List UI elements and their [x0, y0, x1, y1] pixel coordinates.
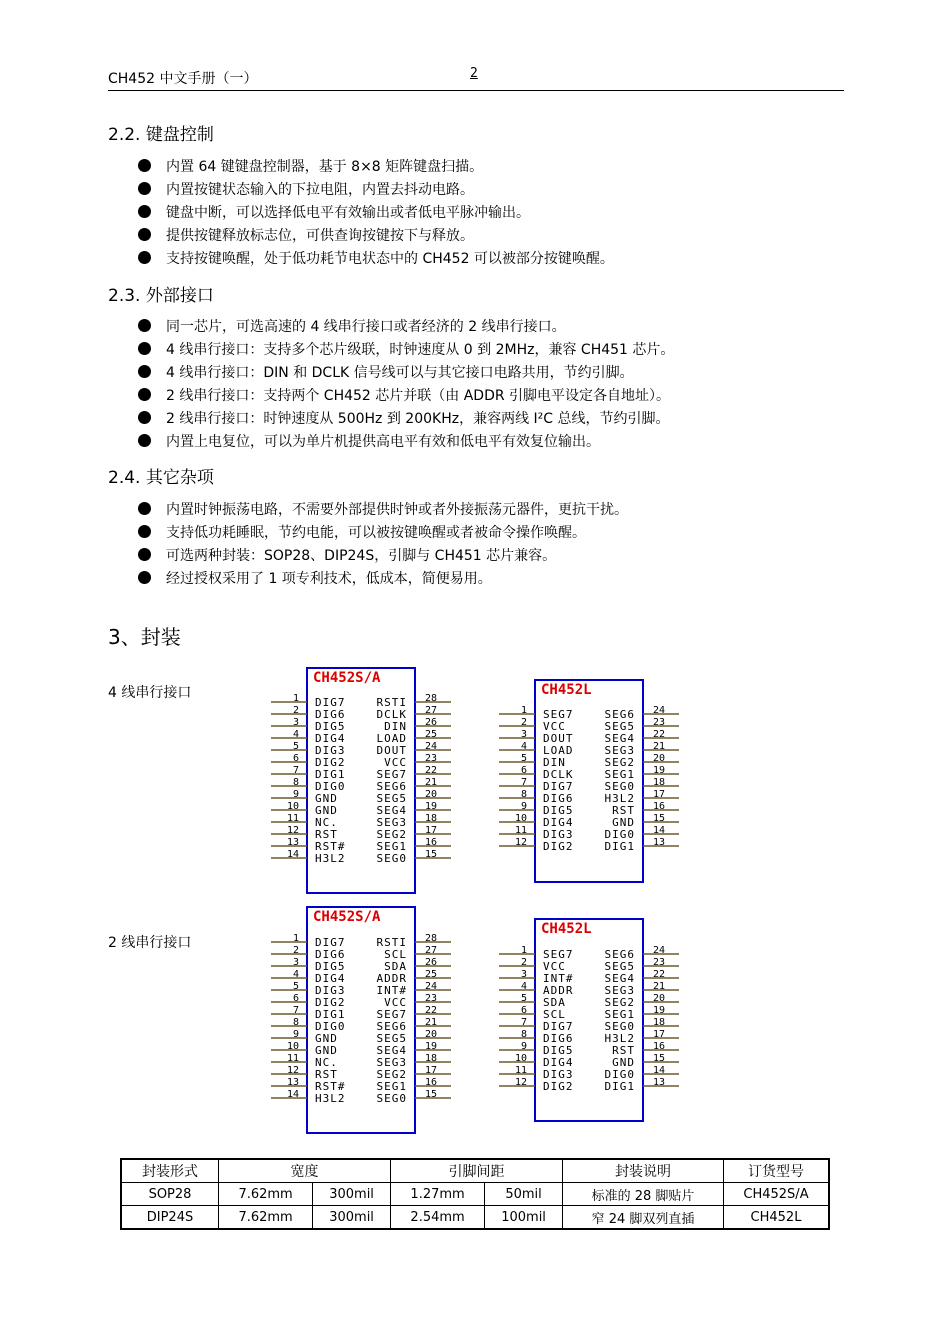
chip-title: CH452S/A: [313, 670, 381, 686]
pin-number: 12: [514, 1077, 527, 1088]
table-cell: 7.62mm: [219, 1206, 313, 1230]
bullet-item: 经过授权采用了 1 项专利技术，低成本，简便易用。: [138, 568, 492, 588]
chapter-title: 3、封装: [108, 625, 181, 649]
pin-number: 15: [653, 813, 666, 824]
pin-label: DIG4: [543, 816, 574, 829]
pin-number: 14: [653, 1065, 666, 1076]
pin-label: DIG2: [315, 756, 346, 769]
pin-number: 27: [425, 945, 438, 956]
pin-label: SEG4: [376, 1044, 407, 1057]
section-title: 2.2. 键盘控制: [108, 125, 214, 145]
bullet-item: 支持低功耗睡眠，节约电能，可以被按键唤醒或者被命令操作唤醒。: [138, 522, 586, 542]
pin-number: 14: [286, 1089, 299, 1100]
pin-label: SEG7: [376, 768, 407, 781]
pin-label: DIG0: [315, 780, 346, 793]
pin-label: DIG6: [315, 948, 346, 961]
chip-title: CH452S/A: [313, 909, 381, 925]
bullet-item: 内置 64 键键盘控制器，基于 8×8 矩阵键盘扫描。: [138, 156, 483, 176]
pin-number: 5: [292, 981, 299, 992]
pin-label: DIG0: [315, 1020, 346, 1033]
pin-label: SEG5: [604, 720, 635, 733]
pin-label: DIN: [543, 756, 566, 769]
pin-label: GND: [612, 816, 635, 829]
table-cell: 50mil: [485, 1183, 563, 1206]
pin-label: DIG2: [543, 1080, 574, 1093]
pin-number: 7: [292, 765, 299, 776]
pin-label: SEG1: [604, 768, 635, 781]
pin-label: SCL: [543, 1008, 566, 1021]
pin-label: SEG1: [376, 840, 407, 853]
pin-label: ADDR: [543, 984, 574, 997]
pin-number: 16: [653, 801, 666, 812]
bullet-item: 提供按键释放标志位，可供查询按键按下与释放。: [138, 225, 474, 245]
table-cell: DIP24S: [121, 1206, 219, 1230]
pin-label: SEG7: [376, 1008, 407, 1021]
pin-number: 1: [292, 693, 299, 704]
pin-number: 9: [520, 801, 527, 812]
pin-label: INT#: [543, 972, 574, 985]
pin-label: DIG3: [543, 828, 574, 841]
bullet-item: 2 线串行接口：时钟速度从 500Hz 到 200KHz，兼容两线 I²C 总线，节约引脚。: [138, 408, 670, 428]
pin-number: 23: [425, 993, 438, 1004]
pin-label: H3L2: [604, 792, 635, 805]
pin-number: 18: [425, 1053, 438, 1064]
pin-number: 9: [520, 1041, 527, 1052]
pin-number: 14: [653, 825, 666, 836]
table-cell: 1.27mm: [390, 1183, 484, 1206]
section-title: 2.4. 其它杂项: [108, 468, 214, 488]
pin-label: SEG5: [604, 960, 635, 973]
pin-number: 19: [425, 801, 438, 812]
pin-number: 7: [292, 1005, 299, 1016]
pin-label: SEG7: [543, 708, 574, 721]
bullet-item: 支持按键唤醒，处于低功耗节电状态中的 CH452 可以被部分按键唤醒。: [138, 248, 614, 268]
pin-number: 25: [425, 969, 438, 980]
pin-label: RST#: [315, 1080, 346, 1093]
pin-number: 28: [425, 933, 438, 944]
pin-label: SEG4: [604, 732, 635, 745]
pin-number: 26: [425, 717, 438, 728]
pin-number: 8: [520, 1029, 527, 1040]
pin-label: GND: [315, 1032, 338, 1045]
pin-number: 10: [514, 1053, 527, 1064]
pin-number: 22: [425, 765, 438, 776]
pin-label: DIG5: [543, 1044, 574, 1057]
pin-label: SDA: [384, 960, 407, 973]
pin-number: 24: [425, 981, 438, 992]
pin-label: RST: [612, 1044, 635, 1057]
pin-label: SEG2: [604, 756, 635, 769]
pin-number: 7: [520, 1017, 527, 1028]
pin-label: DIG1: [315, 768, 346, 781]
pin-number: 18: [425, 813, 438, 824]
pin-label: SEG0: [604, 1020, 635, 1033]
pin-number: 16: [425, 837, 438, 848]
pin-number: 21: [425, 777, 438, 788]
pin-label: H3L2: [604, 1032, 635, 1045]
pin-number: 24: [425, 741, 438, 752]
pin-number: 1: [520, 945, 527, 956]
table-header: 引脚间距: [390, 1159, 562, 1183]
pin-number: 16: [653, 1041, 666, 1052]
pin-number: 21: [653, 981, 666, 992]
pin-number: 9: [292, 1029, 299, 1040]
table-cell: 窄 24 脚双列直插: [563, 1206, 724, 1230]
pin-label: DIG4: [315, 972, 346, 985]
pin-number: 8: [292, 1017, 299, 1028]
pin-number: 4: [292, 969, 299, 980]
pin-number: 20: [653, 993, 666, 1004]
pin-label: H3L2: [315, 1092, 346, 1105]
table-header: 封装说明: [563, 1159, 724, 1183]
pin-label: DOUT: [376, 744, 407, 757]
pin-number: 1: [292, 933, 299, 944]
table-cell: 100mil: [485, 1206, 563, 1230]
pin-label: LOAD: [376, 732, 407, 745]
pin-label: SEG6: [604, 948, 635, 961]
table-header: 订货型号: [724, 1159, 830, 1183]
pin-number: 11: [514, 825, 527, 836]
pin-number: 6: [292, 993, 299, 1004]
pin-label: DIG1: [604, 840, 635, 853]
pin-number: 2: [292, 945, 299, 956]
pin-number: 2: [520, 717, 527, 728]
pin-number: 17: [653, 789, 666, 800]
pin-label: SCL: [384, 948, 407, 961]
page-number: 2: [470, 66, 478, 81]
pin-number: 17: [425, 1065, 438, 1076]
bullet-item: 4 线串行接口：DIN 和 DCLK 信号线可以与其它接口电路共用，节约引脚。: [138, 362, 634, 382]
pin-label: DIG5: [315, 720, 346, 733]
pin-number: 17: [653, 1029, 666, 1040]
pin-number: 5: [520, 993, 527, 1004]
table-row: [121, 1183, 829, 1206]
pin-label: GND: [315, 792, 338, 805]
pin-label: SEG3: [376, 1056, 407, 1069]
pin-number: 5: [520, 753, 527, 764]
pin-number: 9: [292, 789, 299, 800]
pin-label: DCLK: [543, 768, 574, 781]
pin-label: DIG6: [543, 1032, 574, 1045]
pin-label: DIN: [384, 720, 407, 733]
pin-number: 14: [286, 849, 299, 860]
pin-number: 12: [286, 825, 299, 836]
pin-number: 13: [653, 1077, 666, 1088]
pin-label: VCC: [384, 996, 407, 1009]
pin-label: VCC: [543, 960, 566, 973]
pin-number: 4: [520, 741, 527, 752]
table-header: 封装形式: [121, 1159, 219, 1183]
table-cell: SOP28: [121, 1183, 219, 1206]
pin-label: DIG7: [315, 936, 346, 949]
pin-number: 17: [425, 825, 438, 836]
pin-label: DIG3: [315, 984, 346, 997]
pin-label: VCC: [384, 756, 407, 769]
pin-label: RSTI: [376, 696, 407, 709]
pin-label: LOAD: [543, 744, 574, 757]
pin-number: 5: [292, 741, 299, 752]
pin-label: SEG4: [376, 804, 407, 817]
pin-number: 22: [653, 729, 666, 740]
pin-number: 19: [425, 1041, 438, 1052]
section-title: 2.3. 外部接口: [108, 286, 214, 306]
bullet-item: 4 线串行接口：支持多个芯片级联，时钟速度从 0 到 2MHz，兼容 CH451 芯片。: [138, 339, 674, 359]
pin-label: DIG3: [315, 744, 346, 757]
pin-number: 8: [292, 777, 299, 788]
bullet-item: 内置上电复位，可以为单片机提供高电平有效和低电平有效复位输出。: [138, 431, 600, 451]
pin-number: 6: [520, 1005, 527, 1016]
pin-number: 22: [425, 1005, 438, 1016]
diagram-label: 4 线串行接口: [108, 685, 192, 701]
pin-label: RST#: [315, 840, 346, 853]
table-header: 宽度: [219, 1159, 391, 1183]
pin-number: 16: [425, 1077, 438, 1088]
table-cell: CH452S/A: [724, 1183, 830, 1206]
pin-number: 18: [653, 1017, 666, 1028]
bullet-item: 可选两种封装：SOP28、DIP24S，引脚与 CH451 芯片兼容。: [138, 545, 556, 565]
pin-number: 23: [653, 957, 666, 968]
pin-number: 3: [520, 969, 527, 980]
pin-label: SEG3: [604, 984, 635, 997]
pin-number: 11: [286, 813, 299, 824]
bullet-item: 内置按键状态输入的下拉电阻，内置去抖动电路。: [138, 179, 474, 199]
pin-label: RST: [612, 804, 635, 817]
bullet-item: 内置时钟振荡电路，不需要外部提供时钟或者外接振荡元器件，更抗干扰。: [138, 499, 628, 519]
pin-label: DIG7: [315, 696, 346, 709]
pin-label: SEG5: [376, 792, 407, 805]
pin-label: DIG7: [543, 1020, 574, 1033]
pin-number: 11: [514, 1065, 527, 1076]
pin-number: 24: [653, 705, 666, 716]
pin-number: 25: [425, 729, 438, 740]
pin-label: DCLK: [376, 708, 407, 721]
pin-label: DIG4: [543, 1056, 574, 1069]
pin-number: 13: [653, 837, 666, 848]
table-cell: 2.54mm: [390, 1206, 484, 1230]
pin-label: SEG2: [376, 828, 407, 841]
bullet-item: 键盘中断，可以选择低电平有效输出或者低电平脉冲输出。: [138, 202, 530, 222]
pin-label: SEG1: [604, 1008, 635, 1021]
pin-number: 10: [286, 1041, 299, 1052]
pin-number: 3: [520, 729, 527, 740]
pin-label: INT#: [376, 984, 407, 997]
pin-label: SEG6: [604, 708, 635, 721]
pin-label: SEG2: [604, 996, 635, 1009]
bullet-item: 同一芯片，可选高速的 4 线串行接口或者经济的 2 线串行接口。: [138, 316, 566, 336]
pin-number: 15: [425, 849, 438, 860]
pin-label: SEG3: [376, 816, 407, 829]
pin-label: NC.: [315, 1056, 338, 1069]
pin-number: 4: [520, 981, 527, 992]
pin-label: RST: [315, 1068, 338, 1081]
pin-label: ADDR: [376, 972, 407, 985]
package-table: [120, 1158, 830, 1230]
pin-number: 23: [425, 753, 438, 764]
pin-label: GND: [315, 1044, 338, 1057]
table-cell: 300mil: [313, 1206, 391, 1230]
pin-number: 18: [653, 777, 666, 788]
pin-label: SEG4: [604, 972, 635, 985]
pin-number: 2: [292, 705, 299, 716]
header-title: CH452 中文手册（一）: [108, 71, 258, 87]
pin-number: 13: [286, 837, 299, 848]
pin-number: 6: [292, 753, 299, 764]
pin-number: 19: [653, 1005, 666, 1016]
pin-label: H3L2: [315, 852, 346, 865]
pin-label: DOUT: [543, 732, 574, 745]
pin-number: 3: [292, 717, 299, 728]
table-cell: 标准的 28 脚贴片: [563, 1183, 724, 1206]
pin-number: 3: [292, 957, 299, 968]
pin-number: 1: [520, 705, 527, 716]
pin-label: VCC: [543, 720, 566, 733]
pin-label: SEG5: [376, 1032, 407, 1045]
table-cell: 300mil: [313, 1183, 391, 1206]
pin-number: 11: [286, 1053, 299, 1064]
pin-label: RST: [315, 828, 338, 841]
pin-label: DIG6: [543, 792, 574, 805]
pin-number: 20: [425, 789, 438, 800]
pin-label: DIG2: [315, 996, 346, 1009]
chip-title: CH452L: [541, 921, 592, 937]
pin-label: DIG6: [315, 708, 346, 721]
pin-label: NC.: [315, 816, 338, 829]
pin-label: DIG1: [604, 1080, 635, 1093]
pin-label: SEG3: [604, 744, 635, 757]
pin-number: 12: [286, 1065, 299, 1076]
pin-number: 8: [520, 789, 527, 800]
pin-label: DIG3: [543, 1068, 574, 1081]
bullet-item: 2 线串行接口：支持两个 CH452 芯片并联（由 ADDR 引脚电平设定各自地址）。: [138, 385, 670, 405]
pin-number: 24: [653, 945, 666, 956]
pin-label: SEG0: [376, 852, 407, 865]
pin-number: 6: [520, 765, 527, 776]
pin-label: SEG1: [376, 1080, 407, 1093]
pin-number: 20: [425, 1029, 438, 1040]
pin-label: SDA: [543, 996, 566, 1009]
pin-label: GND: [612, 1056, 635, 1069]
pin-label: RSTI: [376, 936, 407, 949]
pin-label: SEG6: [376, 1020, 407, 1033]
pin-number: 19: [653, 765, 666, 776]
pin-number: 2: [520, 957, 527, 968]
pin-label: DIG7: [543, 780, 574, 793]
table-header-row: [121, 1159, 829, 1183]
pin-label: DIG5: [543, 804, 574, 817]
pin-number: 13: [286, 1077, 299, 1088]
pin-label: SEG7: [543, 948, 574, 961]
pin-number: 26: [425, 957, 438, 968]
pin-label: GND: [315, 804, 338, 817]
pin-label: DIG0: [604, 1068, 635, 1081]
pin-number: 22: [653, 969, 666, 980]
pin-number: 27: [425, 705, 438, 716]
pin-label: SEG0: [376, 1092, 407, 1105]
pin-label: DIG4: [315, 732, 346, 745]
table-row: [121, 1206, 829, 1230]
pin-label: DIG1: [315, 1008, 346, 1021]
diagram-label: 2 线串行接口: [108, 935, 192, 951]
pin-number: 21: [653, 741, 666, 752]
pin-label: SEG0: [604, 780, 635, 793]
pin-number: 10: [286, 801, 299, 812]
pin-number: 28: [425, 693, 438, 704]
pin-number: 15: [425, 1089, 438, 1100]
pin-number: 15: [653, 1053, 666, 1064]
chip-title: CH452L: [541, 682, 592, 698]
pin-number: 10: [514, 813, 527, 824]
pin-number: 21: [425, 1017, 438, 1028]
table-cell: CH452L: [724, 1206, 830, 1230]
pin-label: SEG2: [376, 1068, 407, 1081]
pin-label: DIG5: [315, 960, 346, 973]
pin-number: 4: [292, 729, 299, 740]
pin-number: 23: [653, 717, 666, 728]
pin-label: DIG0: [604, 828, 635, 841]
pin-label: DIG2: [543, 840, 574, 853]
pin-number: 7: [520, 777, 527, 788]
table-cell: 7.62mm: [219, 1183, 313, 1206]
pin-number: 12: [514, 837, 527, 848]
pin-number: 20: [653, 753, 666, 764]
pin-label: SEG6: [376, 780, 407, 793]
